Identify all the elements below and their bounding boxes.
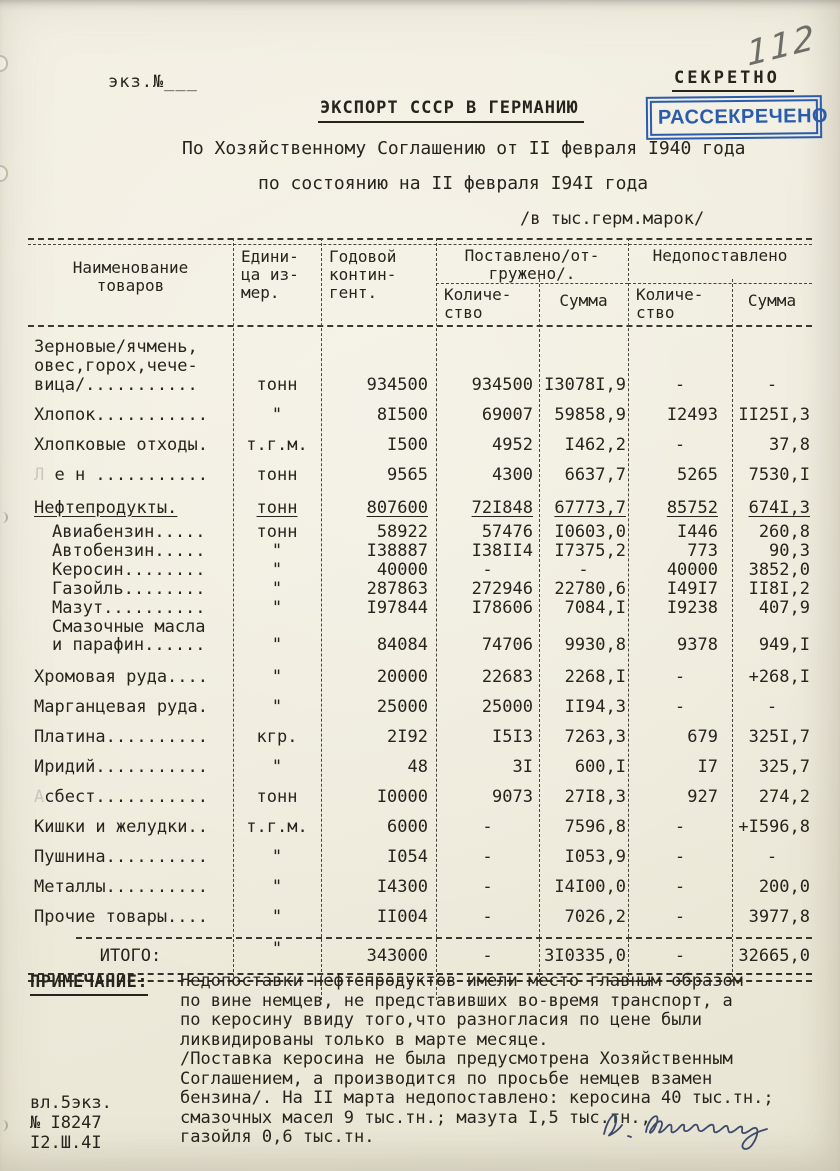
total-delivered-qty: - [482,946,493,966]
registration-block: вл.5экз. № I8247 I2.Ш.4I [30,1093,112,1153]
table-top-border [28,238,812,245]
row-delivered-sum: 7263,3 [564,727,626,747]
document-subtitle-agreement: По Хозяйственному Соглашению от II февраля I940 года [182,138,746,159]
table-row [28,436,812,455]
row-annual: I97844 [366,598,428,618]
row-delivered-qty: 57476 [481,522,533,542]
row-annual: 6000 [387,817,428,837]
note-text: Недопоставки нефтепродуктов имели место главным образом по вине немцев, не представивших во-время транспорт, а по керосину ввиду того,что разногласия по цене были ликвидированы только в марте месяце. /Поставка керосина не была предусмотрена Хозяйственным Соглашением, а производится по просьбе немцев взамен бензина/. На II марта недопоставлено: керосина 40 тыс.тн.; смазочных масел 9 тыс.тн.; мазута I,5 тыс.тн., газойля 0,6 тыс.тн. [180,971,774,1147]
total-row [28,939,812,973]
column-header-annual-quota: Годовой контин- гент. [329,247,397,302]
row-annual: 20000 [376,667,428,687]
row-delivered-sum: 7026,2 [564,907,626,927]
row-unit: " [271,560,283,580]
row-name: Асбест........... [34,787,209,807]
document-subtitle-asof: по состоянию на II февраля I94I года [258,173,649,194]
row-delivered-sum: 7596,8 [564,817,626,837]
table-row [28,406,812,425]
table-header [28,245,812,325]
row-name: Автобензин..... [52,541,206,561]
row-short-qty: - [674,817,686,837]
row-short-qty: - [674,877,686,897]
row-annual: 807600 [366,498,428,518]
row-name: Металлы.......... [34,877,208,897]
table-vertical-rule [321,238,322,982]
row-short-qty: I49I7 [666,579,718,599]
row-unit: тонн [256,787,298,807]
row-short-qty: 679 [687,727,718,747]
table-row [28,599,812,617]
table-row [28,499,812,518]
column-group-delivered: Поставлено/от- гружено/. Количе- ство Сумма [436,245,628,325]
row-delivered-qty: 4300 [492,465,533,485]
row-delivered-qty: 22683 [481,667,533,687]
row-annual: 2I92 [387,727,428,747]
row-delivered-sum: 2268,I [564,667,626,687]
table-vertical-rule [436,238,437,982]
row-short-sum: +268,I [748,667,810,687]
total-short-qty: - [674,946,686,966]
column-header-name: Наименование товаров [72,258,189,295]
row-short-sum: 3852,0 [748,560,810,580]
row-unit: т.г.м. [246,435,308,455]
column-header-delivered-qty: Количе- ство [444,285,512,322]
column-header-delivered-sum: Сумма [559,291,608,310]
row-short-qty: I7 [697,757,718,777]
row-short-sum: 90,3 [769,541,810,561]
row-unit: тонн [256,498,298,518]
row-annual: 934500 [366,375,428,395]
row-unit: " [271,877,283,897]
row-delivered-qty: - [482,817,493,837]
row-unit: тонн [256,375,298,395]
document-title: ЭКСПОРТ СССР В ГЕРМАНИЮ [318,98,584,123]
row-short-sum: 37,8 [769,435,810,455]
row-annual: 287863 [366,579,428,599]
row-short-qty: I9238 [666,598,718,618]
row-delivered-sum: I7375,2 [554,541,626,561]
row-short-sum: 674I,3 [748,498,810,518]
row-delivered-qty: - [482,907,493,927]
column-header-short-qty: Количе- ство [636,285,704,322]
table-row [28,848,812,867]
row-annual: 58922 [376,522,428,542]
row-name: Кишки и желудки.. [34,817,208,837]
row-delivered-qty: 9073 [492,787,533,807]
row-delivered-qty: I5I3 [492,727,533,747]
row-name: Авиабензин..... [52,522,206,542]
row-short-sum: 325I,7 [748,727,810,747]
column-group-short-delivered: Недопоставлено Количе- ство Сумма [628,245,812,325]
row-name: Нефтепродукты. [34,498,178,518]
row-delivered-qty: 272946 [471,579,533,599]
row-unit: " [271,541,283,561]
row-unit: " [271,598,283,618]
row-delivered-sum: - [578,560,589,580]
row-name: Платина.......... [34,727,208,747]
row-short-qty: - [674,435,686,455]
row-short-qty: 5265 [677,465,718,485]
row-name: Прочие товары.... [34,907,208,927]
table-vertical-rule [628,238,629,982]
total-short-sum: 32665,0 [738,946,810,966]
row-short-qty: - [674,697,686,717]
row-short-sum: 274,2 [758,787,810,807]
row-unit: " [271,635,283,655]
row-delivered-qty: I38II4 [471,541,533,561]
row-unit: " [271,847,283,867]
row-short-qty: - [674,907,686,927]
table-header-separator [28,325,812,327]
row-short-sum: 325,7 [758,757,810,777]
row-name: Мазут.......... [52,598,206,618]
row-short-sum: II8I,2 [748,579,810,599]
table-row [28,728,812,747]
row-delivered-qty: - [482,847,493,867]
total-annual: 343000 [366,946,428,966]
row-annual: I054 [387,847,428,867]
row-short-qty: I2493 [666,405,718,425]
row-delivered-qty: - [482,560,493,580]
row-delivered-sum: I0603,0 [554,522,626,542]
row-annual: I38887 [366,541,428,561]
row-short-sum: 407,9 [758,598,810,618]
row-unit: " [271,579,283,599]
row-delivered-qty: - [482,877,493,897]
row-annual: 84084 [376,635,428,655]
table-body [28,338,812,937]
table-row [28,908,812,927]
table-row [28,698,812,717]
row-short-sum: 260,8 [758,522,810,542]
row-short-qty: I446 [677,522,718,542]
declassified-stamp: РАССЕКРЕЧЕНО [650,99,818,136]
row-name: Марганцевая руда. [34,697,208,717]
row-delivered-qty: 3I [512,757,533,777]
row-short-qty: - [674,375,686,395]
table-row [28,466,812,485]
handwritten-page-number: 112 [745,17,818,75]
row-name: Л е н ........... [34,465,209,485]
row-delivered-qty: 69007 [481,405,533,425]
total-delivered-sum: 3I0335,0 [544,946,626,966]
row-unit: " [271,405,283,425]
table-row [28,878,812,897]
row-name: Иридий........... [34,757,208,777]
row-delivered-sum: 6637,7 [564,465,626,485]
table-row [28,668,812,687]
table-vertical-rule [233,238,234,982]
row-short-sum: - [766,375,778,395]
row-name: Хлопковые отходы. [34,435,208,455]
row-short-sum: 7530,I [748,465,810,485]
row-name: Пушнина.......... [34,847,208,867]
row-delivered-sum: 67773,7 [554,498,626,518]
row-name: Газойль........ [52,579,206,599]
total-label: ИТОГО: [99,946,162,966]
row-short-sum: 3977,8 [748,907,810,927]
table-vertical-rule [539,279,540,982]
row-short-qty: 40000 [666,560,718,580]
row-short-qty: 927 [687,787,718,807]
row-annual: 40000 [376,560,428,580]
row-short-sum: 200,0 [758,877,810,897]
table-row [28,618,812,654]
column-header-short-sum: Сумма [747,291,797,310]
scan-edge-mark [0,165,8,182]
note-label: ПРИМЕЧАНИЕ: [30,972,148,996]
row-annual: 8I500 [376,405,428,425]
table-row [28,788,812,807]
total-unit: " [271,939,283,959]
row-annual: 48 [407,757,428,777]
row-name: Зерновые/ячмень, овес,горох,чече- вица/........... [34,337,198,395]
row-delivered-sum: I4I00,0 [554,877,626,897]
row-delivered-sum: I3078I,9 [544,375,626,395]
row-short-sum: 949,I [758,635,810,655]
currency-units-note: /в тыс.герм.марок/ [520,209,705,229]
row-short-qty: 85752 [666,498,718,518]
row-unit: " [271,667,283,687]
scan-edge-mark [0,55,8,72]
row-delivered-qty: I78606 [471,598,533,618]
row-unit: кгр. [256,727,298,747]
export-table [28,238,812,982]
row-annual: II004 [376,907,428,927]
row-unit: тонн [256,522,298,542]
row-unit: т.г.м. [246,817,308,837]
table-row [28,561,812,579]
row-name: Смазочные масла и парафин...... [52,617,206,655]
row-delivered-sum: II94,3 [564,697,626,717]
row-unit: " [271,697,283,717]
column-header-unit: Едини- ца из- мер. [241,247,299,302]
row-delivered-qty: 72I848 [471,498,533,518]
row-unit: " [271,907,283,927]
handwritten-signature [588,1092,818,1154]
row-annual: I0000 [376,787,428,807]
table-row [28,338,812,395]
table-row [28,523,812,541]
row-name: Хлопок........... [34,405,208,425]
table-row [28,758,812,777]
row-unit: тонн [256,465,298,485]
row-delivered-qty: 934500 [471,375,533,395]
row-short-qty: - [674,667,686,687]
row-name: Керосин........ [52,560,206,580]
row-short-qty: 773 [687,541,718,561]
table-vertical-rule [732,279,733,982]
row-short-sum: II25I,3 [738,405,810,425]
table-row [28,580,812,598]
row-short-sum: +I596,8 [738,817,810,837]
row-annual: 25000 [376,697,428,717]
row-delivered-sum: 27I8,3 [564,787,626,807]
row-delivered-sum: I462,2 [564,435,626,455]
row-delivered-qty: 4952 [492,435,533,455]
row-delivered-qty: 74706 [481,635,533,655]
row-name: Хромовая руда.... [34,667,208,687]
table-row [28,542,812,560]
row-unit: " [271,757,283,777]
row-short-qty: 9378 [677,635,718,655]
copy-number-label: экз.№___ [108,72,198,92]
row-short-qty: - [674,847,686,867]
row-delivered-qty: 25000 [481,697,533,717]
row-delivered-sum: 9930,8 [564,635,626,655]
scan-edge-mark [1,1120,8,1131]
row-delivered-sum: I053,9 [564,847,626,867]
row-annual: I500 [387,435,428,455]
secret-classification-label: СЕКРЕТНО [672,68,794,92]
row-short-sum: - [766,847,778,867]
scan-edge-mark [1,512,8,523]
row-short-sum: - [766,697,778,717]
row-annual: 9565 [387,465,428,485]
row-delivered-sum: 22780,6 [554,579,626,599]
table-row [28,818,812,837]
row-annual: I4300 [376,877,428,897]
row-delivered-sum: 7084,I [564,598,626,618]
row-delivered-sum: 600,I [574,757,626,777]
row-delivered-sum: 59858,9 [554,405,626,425]
